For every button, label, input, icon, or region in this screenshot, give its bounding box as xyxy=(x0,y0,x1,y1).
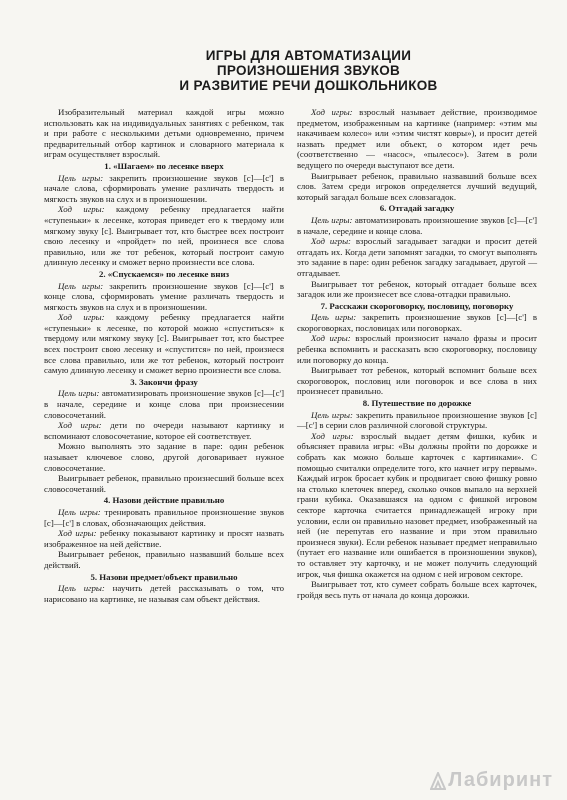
intro-paragraph: Изобразительный материал каждой игры можно использовать как на индивидуальных занятиях с ребенком, так и при работе с несколькими детьми одновременно, причем предварительный отбор картинок и словарного материала к играм осуществляет взрослый. xyxy=(44,107,284,160)
game-6-move xyxy=(297,236,537,278)
move-text: взрослый загадывает загадки и просит детей отгадать их. Когда дети запомнят загадки, то смогут выполнять это задание в паре: один ребенок загадку загадывает, другой — отгадывает. xyxy=(297,236,537,278)
move-text: дети по очереди называют картинку и вспоминают словосочетание, которое ей соответствует. xyxy=(44,420,285,441)
right-column xyxy=(297,107,537,604)
game-7-heading: 7. Расскажи скороговорку, пословицу, поговорку xyxy=(320,300,514,311)
left-column xyxy=(44,107,284,604)
labyrinth-logo-icon xyxy=(430,772,446,790)
move-text: каждому ребенку предлагается найти «ступеньки» к лесенке, по которой можно «спуститься» к твердому или мягкому звуку [с]. Выигрывает тот, кто быстрее всех построит свою лесенку и «спустится» по ней, произнеся все слова правильно, или же тот ребенок, который построит самую длинную лесенку и сможет верно произнести все слова. xyxy=(44,312,284,376)
game-8-heading: 8. Путешествие по дорожке xyxy=(362,398,472,409)
goal-text: тренировать правильное произношение звуков [с]—[с'] в словах, обозначающих действия. xyxy=(44,506,284,528)
goal-text: закрепить произношение звуков [с]—[с'] в начале слова, сформировать умение различать твердость и мягкость звуков на слух и в произношении. xyxy=(44,172,284,204)
move-label: Ход игры: xyxy=(311,333,351,344)
goal-text: закрепить правильное произношение звуков [с]—[с'] в серии слов различной слоговой структуры. xyxy=(297,409,537,431)
goal-label: Цель игры: xyxy=(311,312,357,323)
game-4-goal xyxy=(44,507,284,528)
title-line-2: ПРОИЗНОШЕНИЯ ЗВУКОВ xyxy=(216,63,401,78)
goal-text: закрепить произношение звуков [с]—[с'] в конце слова, сформировать умение различать твердость и мягкость звуков на слух и в произношении. xyxy=(44,280,284,312)
game-5-goal xyxy=(44,583,284,604)
move-text: взрослый произносит начало фразы и просит ребенка вспомнить и рассказать всю скороговорку, пословицу или поговорку до конца. xyxy=(297,333,538,365)
game-8-goal xyxy=(297,410,537,431)
game-5-move xyxy=(297,107,537,171)
game-2-move xyxy=(44,312,284,376)
goal-text: научить детей рассказывать о том, что нарисовано на картинке, не называя сам объект действия. xyxy=(44,583,284,604)
game-7-paragraph-3: Выигрывает тот ребенок, который вспомнит больше всех скороговорок, пословиц или поговорок и все слова в них произнесет правильно. xyxy=(297,365,537,397)
watermark xyxy=(430,769,553,792)
page-title xyxy=(44,48,537,93)
goal-label: Цель игры: xyxy=(58,388,100,399)
goal-label: Цель игры: xyxy=(58,506,101,517)
game-4-move xyxy=(44,528,284,549)
goal-text: автоматизировать произношение звуков [с]—[с'] в начале, середине и конце слова при произнесении словосочетаний. xyxy=(44,388,284,420)
game-7-goal xyxy=(297,312,537,333)
move-label: Ход игры: xyxy=(58,204,105,215)
game-6-heading: 6. Отгадай загадку xyxy=(379,203,455,214)
move-label: Ход игры: xyxy=(58,420,102,431)
move-text: взрослый называет действие, производимое предметом, изображенным на картинке (например: «этим мы накачиваем колесо» или «этим чистят ковры»), и просит детей назвать предмет или объект, о котором идет речь (соответственно — «насос», «пылесос»). Затем в роли ведущего по очереди выступают все дети. xyxy=(297,107,537,170)
game-2-heading: 2. «Спускаемся» по лесенке вниз xyxy=(98,268,230,279)
game-3-paragraph-3: Можно выполнять это задание в паре: один ребенок называет ключевое слово, другой договаривает нужное словосочетание. xyxy=(44,441,284,473)
goal-label: Цель игры: xyxy=(311,409,353,420)
goal-label: Цель игры: xyxy=(311,214,353,225)
game-7-move xyxy=(297,333,537,365)
game-5-heading: 5. Назови предмет/объект правильно xyxy=(90,571,238,582)
move-label: Ход игры: xyxy=(311,236,351,247)
game-8-move xyxy=(297,431,537,579)
goal-label: Цель игры: xyxy=(58,280,104,291)
title-line-1: ИГРЫ ДЛЯ АВТОМАТИЗАЦИИ xyxy=(205,48,412,63)
game-1-goal xyxy=(44,173,284,205)
move-label: Ход игры: xyxy=(311,107,353,117)
game-6-goal xyxy=(297,215,537,236)
move-text: взрослый выдает детям фишки, кубик и объясняет правила игры: «Вы должны пройти по дорожке и собрать как можно больше карточек с картинками». С помощью считалки определите того, кто начнет игру первым». Каждый игрок бросает кубик и продвигает свою фишку ровно на столько клеточек вперед, сколько очков выпало на верхней грани кубика. Оказавшаяся на одном с фишкой игровом секторе карточка считается принадлежащей игроку при условии, если он правильно назовет предмет, изображенный на ней (не перепутав его название и при этом правильно произнеся звуки). Если ребенок называет предмет неправильно (путает его название или ошибается в произношении звуков), то оставляет эту карточку, и не может получить следующий игрок, чья фишка окажется на одном с ней игровом секторе. xyxy=(297,430,537,579)
text-columns xyxy=(44,107,537,604)
game-1-heading: 1. «Шагаем» по лесенке вверх xyxy=(104,160,224,171)
goal-label: Цель игры: xyxy=(58,583,105,594)
game-3-heading: 3. Закончи фразу xyxy=(130,376,198,387)
move-label: Ход игры: xyxy=(58,312,105,323)
game-4-paragraph-3: Выигрывает ребенок, правильно назвавший больше всех действий. xyxy=(44,549,284,570)
goal-text: закрепить произношение звуков [с]—[с'] в скороговорках, пословицах или поговорках. xyxy=(297,312,537,333)
game-4-heading: 4. Назови действие правильно xyxy=(103,495,225,506)
move-text: каждому ребенку предлагается найти «ступеньки» к лесенке, которая приведет его к твердому или мягкому звуку [с]. Выигрывает тот, кто быстрее всех построит свою лесенку и «пройдет» по ней, произнеся все слова правильно, или же тот ребенок, который построит самую длинную лесенку и сможет верно произнести все слова. xyxy=(44,204,284,268)
move-label: Ход игры: xyxy=(311,430,354,441)
game-3-paragraph-4: Выигрывает ребенок, правильно произнесший больше всех словосочетаний. xyxy=(44,473,284,494)
game-3-move xyxy=(44,420,284,441)
goal-label: Цель игры: xyxy=(58,172,104,183)
game-1-move xyxy=(44,204,284,268)
game-5-paragraph-2: Выигрывает ребенок, правильно назвавший больше всех слов. Затем среди игроков определяется лучший ведущий, который загадал больше всех словзагадок. xyxy=(297,170,537,202)
goal-text: автоматизировать произношение звуков [с]—[с'] в начале, середине и конце слова. xyxy=(297,214,537,236)
move-text: ребенку показывают картинку и просят назвать изображенное на ней действие. xyxy=(44,528,284,549)
game-6-paragraph-3: Выигрывает тот ребенок, который отгадает больше всех загадок или же произнесет все слова-отгадки правильно. xyxy=(297,278,537,300)
game-2-goal xyxy=(44,281,284,313)
game-3-goal xyxy=(44,388,284,420)
game-8-paragraph-3: Выигрывает тот, кто сумеет собрать больше всех карточек, гройдя весь путь от начала до конца дорожки. xyxy=(297,579,537,600)
move-label: Ход игры: xyxy=(58,528,97,539)
title-line-3: И РАЗВИТИЕ РЕЧИ ДОШКОЛЬНИКОВ xyxy=(179,78,438,93)
watermark-text: Лабиринт xyxy=(448,769,553,791)
